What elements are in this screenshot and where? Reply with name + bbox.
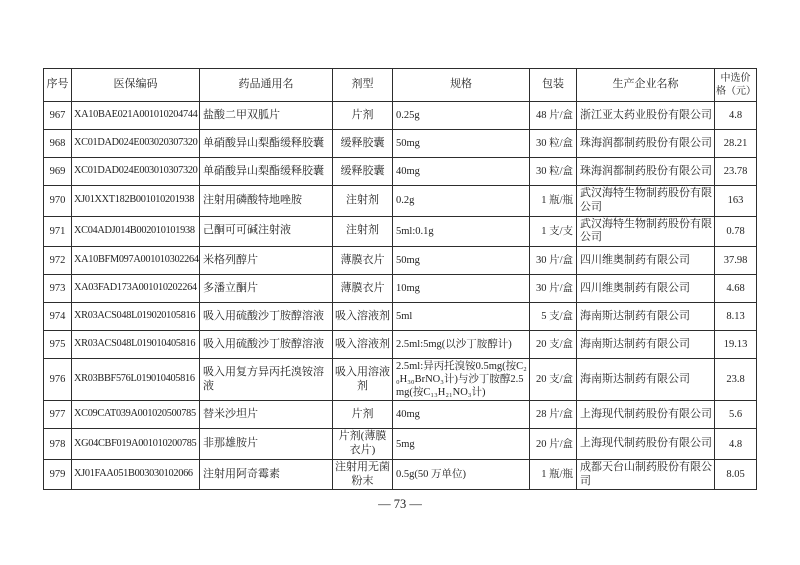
- serial-cell: 974: [44, 303, 72, 331]
- header-code: 医保编码: [72, 69, 200, 102]
- table-row: [44, 401, 757, 429]
- table-row: [44, 216, 757, 247]
- manufacturer-cell: 四川维奥制药有限公司: [577, 247, 715, 275]
- table-row: [44, 359, 757, 401]
- table-row: [44, 275, 757, 303]
- drug-name-cell: 己酮可可碱注射液: [200, 216, 333, 247]
- header-serial: 序号: [44, 69, 72, 102]
- manufacturer-cell: 成都天台山制药股份有限公司: [577, 459, 715, 490]
- manufacturer-cell: 上海现代制药股份有限公司: [577, 429, 715, 460]
- drug-name-cell: 替米沙坦片: [200, 401, 333, 429]
- table-row: [44, 186, 757, 217]
- spec-cell: 50mg: [393, 130, 530, 158]
- code-cell: XR03BBF576L019010405816: [72, 359, 200, 401]
- table-row: [44, 429, 757, 460]
- price-cell: 37.98: [715, 247, 757, 275]
- form-cell: 缓释胶囊: [333, 130, 393, 158]
- price-cell: 28.21: [715, 130, 757, 158]
- drug-name-cell: 非那雄胺片: [200, 429, 333, 460]
- serial-cell: 979: [44, 459, 72, 490]
- spec-cell: 5ml:0.1g: [393, 216, 530, 247]
- drug-price-table: [43, 68, 757, 490]
- pack-cell: 1 瓶/瓶: [530, 459, 577, 490]
- code-cell: XA10BAE021A001010204744: [72, 102, 200, 130]
- pack-cell: 20 支/盒: [530, 331, 577, 359]
- code-cell: XC01DAD024E003020307320: [72, 130, 200, 158]
- form-cell: 片剂: [333, 401, 393, 429]
- spec-cell: 2.5ml:5mg(以沙丁胺醇计): [393, 331, 530, 359]
- manufacturer-cell: 浙江亚太药业股份有限公司: [577, 102, 715, 130]
- pack-cell: 30 片/盒: [530, 275, 577, 303]
- code-cell: XA03FAD173A001010202264: [72, 275, 200, 303]
- drug-name-cell: 单硝酸异山梨酯缓释胶囊: [200, 130, 333, 158]
- pack-cell: 30 粒/盒: [530, 130, 577, 158]
- spec-cell: 5mg: [393, 429, 530, 460]
- header-name: 药品通用名: [200, 69, 333, 102]
- manufacturer-cell: 海南斯达制药有限公司: [577, 359, 715, 401]
- header-form: 剂型: [333, 69, 393, 102]
- price-cell: 19.13: [715, 331, 757, 359]
- table-row: [44, 158, 757, 186]
- spec-cell: 0.2g: [393, 186, 530, 217]
- pack-cell: 20 片/盒: [530, 429, 577, 460]
- code-cell: XA10BFM097A001010302264: [72, 247, 200, 275]
- code-cell: XC09CAT039A001020500785: [72, 401, 200, 429]
- drug-name-cell: 单硝酸异山梨酯缓释胶囊: [200, 158, 333, 186]
- table-row: [44, 459, 757, 490]
- form-cell: 注射剂: [333, 216, 393, 247]
- spec-cell: 40mg: [393, 158, 530, 186]
- pack-cell: 20 支/盒: [530, 359, 577, 401]
- code-cell: XC04ADJ014B002010101938: [72, 216, 200, 247]
- spec-cell: 10mg: [393, 275, 530, 303]
- pack-cell: 5 支/盒: [530, 303, 577, 331]
- code-cell: XR03ACS048L019020105816: [72, 303, 200, 331]
- manufacturer-cell: 武汉海特生物制药股份有限公司: [577, 186, 715, 217]
- pack-cell: 1 支/支: [530, 216, 577, 247]
- form-cell: 缓释胶囊: [333, 158, 393, 186]
- drug-name-cell: 吸入用复方异丙托溴铵溶液: [200, 359, 333, 401]
- serial-cell: 975: [44, 331, 72, 359]
- spec-cell: 5ml: [393, 303, 530, 331]
- pack-cell: 48 片/盒: [530, 102, 577, 130]
- serial-cell: 967: [44, 102, 72, 130]
- serial-cell: 969: [44, 158, 72, 186]
- form-cell: 吸入溶液剂: [333, 303, 393, 331]
- drug-name-cell: 多潘立酮片: [200, 275, 333, 303]
- code-cell: XG04CBF019A001010200785: [72, 429, 200, 460]
- serial-cell: 973: [44, 275, 72, 303]
- table-row: [44, 331, 757, 359]
- header-manufacturer: 生产企业名称: [577, 69, 715, 102]
- pack-cell: 30 粒/盒: [530, 158, 577, 186]
- drug-name-cell: 吸入用硫酸沙丁胺醇溶液: [200, 331, 333, 359]
- form-cell: 薄膜衣片: [333, 247, 393, 275]
- form-cell: 片剂(薄膜衣片): [333, 429, 393, 460]
- serial-cell: 971: [44, 216, 72, 247]
- manufacturer-cell: 海南斯达制药有限公司: [577, 331, 715, 359]
- manufacturer-cell: 武汉海特生物制药股份有限公司: [577, 216, 715, 247]
- pack-cell: 30 片/盒: [530, 247, 577, 275]
- manufacturer-cell: 上海现代制药股份有限公司: [577, 401, 715, 429]
- drug-name-cell: 注射用磷酸特地唑胺: [200, 186, 333, 217]
- manufacturer-cell: 珠海润都制药股份有限公司: [577, 158, 715, 186]
- serial-cell: 968: [44, 130, 72, 158]
- manufacturer-cell: 珠海润都制药股份有限公司: [577, 130, 715, 158]
- price-cell: 4.8: [715, 102, 757, 130]
- header-pack: 包装: [530, 69, 577, 102]
- serial-cell: 976: [44, 359, 72, 401]
- manufacturer-cell: 四川维奥制药有限公司: [577, 275, 715, 303]
- price-cell: 23.8: [715, 359, 757, 401]
- spec-cell: 0.25g: [393, 102, 530, 130]
- code-cell: XJ01FAA051B003030102066: [72, 459, 200, 490]
- code-cell: XR03ACS048L019010405816: [72, 331, 200, 359]
- serial-cell: 977: [44, 401, 72, 429]
- code-cell: XJ01XXT182B001010201938: [72, 186, 200, 217]
- form-cell: 吸入用溶液剂: [333, 359, 393, 401]
- code-cell: XC01DAD024E003010307320: [72, 158, 200, 186]
- drug-name-cell: 吸入用硫酸沙丁胺醇溶液: [200, 303, 333, 331]
- page-number: — 73 —: [378, 497, 422, 511]
- form-cell: 注射用无菌粉末: [333, 459, 393, 490]
- header-spec: 规格: [393, 69, 530, 102]
- manufacturer-cell: 海南斯达制药有限公司: [577, 303, 715, 331]
- table-row: [44, 130, 757, 158]
- table-header-row: [44, 69, 757, 102]
- price-cell: 8.13: [715, 303, 757, 331]
- spec-cell: 0.5g(50 万单位): [393, 459, 530, 490]
- price-cell: 4.8: [715, 429, 757, 460]
- spec-cell: 40mg: [393, 401, 530, 429]
- serial-cell: 970: [44, 186, 72, 217]
- price-cell: 4.68: [715, 275, 757, 303]
- serial-cell: 972: [44, 247, 72, 275]
- price-cell: 5.6: [715, 401, 757, 429]
- header-price: 中选价格（元）: [715, 69, 757, 102]
- pack-cell: 1 瓶/瓶: [530, 186, 577, 217]
- drug-name-cell: 米格列醇片: [200, 247, 333, 275]
- form-cell: 吸入溶液剂: [333, 331, 393, 359]
- drug-name-cell: 注射用阿奇霉素: [200, 459, 333, 490]
- spec-cell: 2.5ml:异丙托溴铵0.5mg(按C₂₀H₃₀BrNO₃计)与沙丁胺醇2.5mg(按C₁₃H₂₁NO₃计): [393, 359, 530, 401]
- spec-cell: 50mg: [393, 247, 530, 275]
- table-row: [44, 247, 757, 275]
- price-cell: 163: [715, 186, 757, 217]
- form-cell: 注射剂: [333, 186, 393, 217]
- table-row: [44, 303, 757, 331]
- table-row: [44, 102, 757, 130]
- table-body: [44, 102, 757, 490]
- price-cell: 23.78: [715, 158, 757, 186]
- pack-cell: 28 片/盒: [530, 401, 577, 429]
- serial-cell: 978: [44, 429, 72, 460]
- drug-name-cell: 盐酸二甲双胍片: [200, 102, 333, 130]
- price-cell: 0.78: [715, 216, 757, 247]
- form-cell: 片剂: [333, 102, 393, 130]
- form-cell: 薄膜衣片: [333, 275, 393, 303]
- price-cell: 8.05: [715, 459, 757, 490]
